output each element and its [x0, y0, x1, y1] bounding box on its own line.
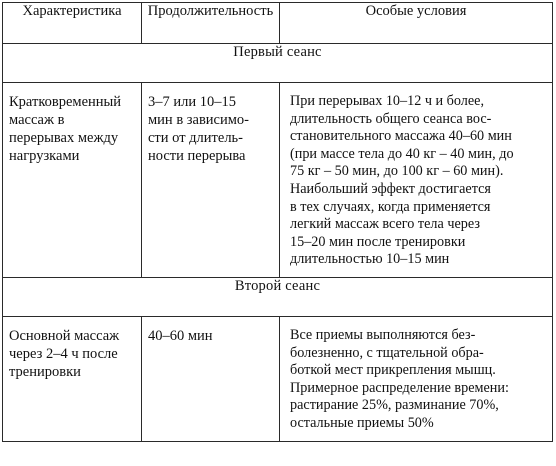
text-line: 15–20 мин после тренировки	[290, 233, 466, 250]
text-line: Примерное распределение времени:	[290, 379, 509, 396]
text-line: нагрузками	[9, 148, 80, 164]
text-line: легкий массаж всего тела через	[290, 216, 480, 233]
header-conditions: Особые условия	[280, 3, 553, 44]
text-line: (при массе тела до 40 кг – 40 мин, до	[290, 145, 514, 162]
text-line: остальные приемы 50%	[290, 414, 434, 431]
cell-characteristic	[3, 316, 142, 441]
header-characteristic: Характеристика	[3, 3, 142, 44]
text-line: При перерывах 10–12 ч и более,	[290, 93, 485, 109]
table-header-row	[3, 3, 553, 44]
text-line: растирание 25%, разминание 70%,	[290, 397, 499, 414]
text-line: 3–7 или 10–15	[148, 94, 237, 110]
header-duration: Продолжительность	[142, 3, 280, 44]
text-line: Наибольший эффект достигается	[290, 180, 491, 197]
table-row	[3, 83, 553, 278]
cell-characteristic	[3, 83, 142, 278]
cell-duration	[142, 316, 280, 441]
text-line: длительностью 10–15 мин	[290, 251, 450, 268]
cell-conditions	[280, 83, 553, 278]
text-line: сти от длитель-	[148, 130, 244, 146]
text-line: становительного массажа 40–60 мин	[290, 128, 512, 145]
text-line: 40–60 мин	[148, 327, 213, 344]
text-line: боткой мест прикрепления мышц.	[290, 362, 496, 379]
text-line: мин в зависимо-	[148, 112, 250, 128]
cell-duration	[142, 83, 280, 278]
text-line: болезненно, с тщательной обра-	[290, 344, 484, 361]
text-line: массаж в	[9, 112, 65, 128]
table-row	[3, 316, 553, 441]
text-line: перерывах между	[9, 130, 119, 146]
section-row-second	[3, 277, 553, 316]
text-line: длительность общего сеанса вос-	[290, 110, 492, 127]
section-title-first: Первый сеанс	[3, 44, 553, 83]
cell-conditions	[280, 316, 553, 441]
text-line: тренировки	[9, 363, 81, 380]
text-line: в тех случаях, когда применяется	[290, 198, 491, 215]
text-line: ности перерыва	[148, 148, 246, 164]
section-row-first	[3, 44, 553, 83]
text-line: 75 кг – 50 мин, до 100 кг – 60 мин).	[290, 163, 504, 180]
text-line: через 2–4 ч после	[9, 345, 118, 362]
text-line: Основной массаж	[9, 327, 120, 344]
section-title-second: Второй сеанс	[3, 277, 553, 316]
massage-schedule-table	[2, 2, 553, 442]
text-line: Все приемы выполняются без-	[290, 326, 476, 343]
text-line: Кратковременный	[9, 94, 122, 110]
